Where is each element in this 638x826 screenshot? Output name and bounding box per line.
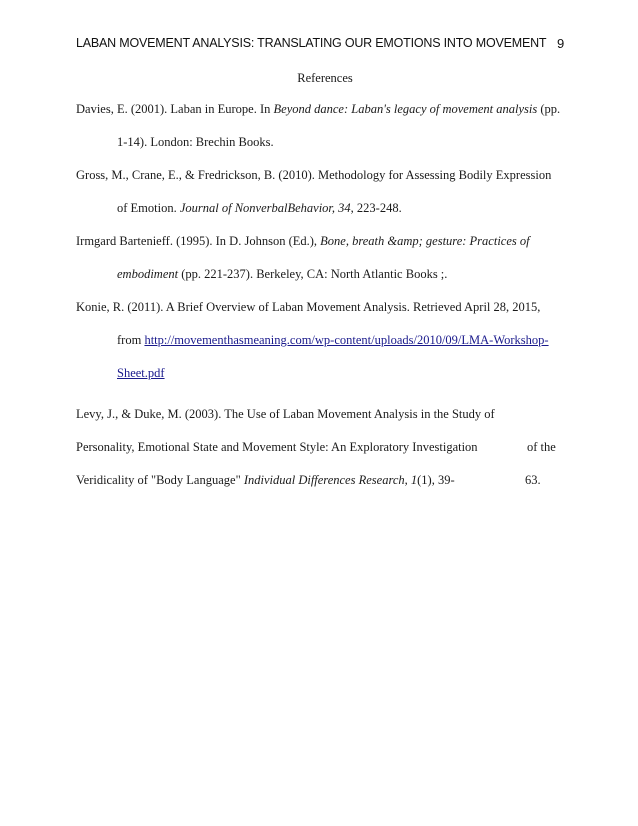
- reference-konie-line-1: [76, 299, 540, 315]
- reference-levy-line-3: [76, 472, 455, 488]
- reference-text: Personality, Emotional State and Movement Style: An Exploratory Investigation: [76, 440, 478, 454]
- reference-text: Levy, J., & Duke, M. (2003). The Use of Laban Movement Analysis in the Study of: [76, 407, 495, 421]
- references-heading: References: [297, 71, 353, 85]
- reference-text: Veridicality of "Body Language": [76, 473, 244, 487]
- reference-text: (pp. 221-237). Berkeley, CA: North Atlantic Books ;.: [178, 267, 448, 281]
- reference-levy-line-2-end: [527, 439, 556, 455]
- reference-text: of the: [527, 440, 556, 454]
- reference-journal: Individual Differences Research, 1: [243, 473, 418, 487]
- reference-text: Davies, E. (2001). Laban in Europe. In: [76, 102, 274, 116]
- reference-text: (1), 39-: [417, 473, 455, 487]
- reference-text: Konie, R. (2011). A Brief Overview of Laban Movement Analysis. Retrieved April 28, 2015,: [76, 300, 541, 314]
- page-number: 9: [557, 36, 565, 51]
- reference-bartenieff-line-2: [117, 266, 447, 282]
- reference-journal: Journal of NonverbalBehavior, 34: [179, 201, 351, 215]
- reference-title: embodiment: [117, 267, 179, 281]
- reference-bartenieff-line-1: [76, 233, 530, 249]
- reference-text: of Emotion.: [117, 201, 180, 215]
- running-head: LABAN MOVEMENT ANALYSIS: TRANSLATING OUR EMOTIONS INTO MOVEMENT: [76, 36, 547, 50]
- reference-url-link[interactable]: http://movementhasmeaning.com/wp-content/uploads/2010/09/LMA-Workshop-: [144, 333, 549, 347]
- reference-konie-line-3: [117, 365, 165, 381]
- reference-text: 63.: [525, 473, 541, 487]
- reference-text: Gross, M., Crane, E., & Fredrickson, B. (2010). Methodology for Assessing Bodily Expression: [76, 168, 552, 182]
- reference-title: Beyond dance: Laban's legacy of movement analysis: [273, 102, 538, 116]
- reference-text: (pp.: [537, 102, 561, 116]
- reference-title: Bone, breath &amp; gesture: Practices of: [320, 234, 530, 248]
- reference-text: 1-14). London: Brechin Books.: [117, 135, 274, 149]
- reference-davies-line-1: [76, 101, 560, 117]
- reference-levy-line-2: [76, 439, 478, 455]
- reference-text: from: [117, 333, 145, 347]
- reference-text: , 223-248.: [350, 201, 402, 215]
- reference-gross-line-2: [117, 200, 402, 216]
- reference-gross-line-1: [76, 167, 551, 183]
- reference-davies-line-2: [117, 134, 274, 150]
- reference-levy-line-1: [76, 406, 495, 422]
- reference-konie-line-2: [117, 332, 549, 348]
- reference-url-link-continued[interactable]: Sheet.pdf: [117, 366, 165, 380]
- reference-text: Irmgard Bartenieff. (1995). In D. Johnson (Ed.),: [76, 234, 321, 248]
- reference-levy-line-3-end: [525, 472, 541, 488]
